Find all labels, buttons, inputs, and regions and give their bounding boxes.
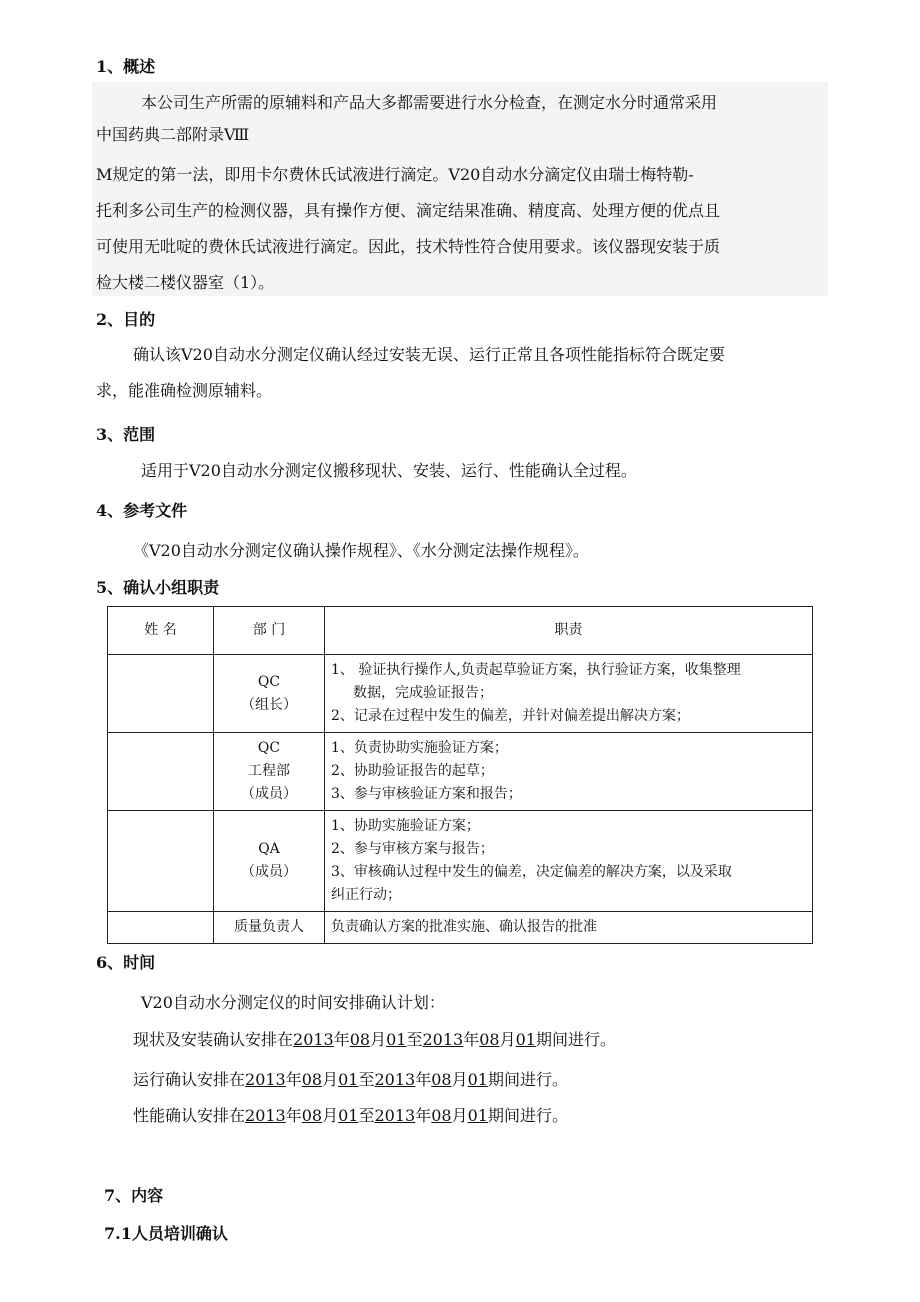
department-line: 质量负责人 [234, 919, 304, 935]
member-name-cell [108, 912, 214, 944]
overview-line: 可使用无吡啶的费休氏试液进行滴定。因此，技术特性符合使用要求。该仪器现安装于质 [96, 237, 721, 256]
duty-line: 1、负责协助实施验证方案； [331, 740, 508, 756]
scope-line: 适用于V20自动水分测定仪搬移现状、安装、运行、性能确认全过程。 [141, 461, 637, 480]
table-row [108, 912, 813, 944]
section-3-title: 3、范围 [96, 425, 156, 444]
member-name-cell [108, 811, 214, 912]
section-7-1-title: 7.1人员培训确认 [104, 1224, 228, 1243]
schedule-intro: V20自动水分测定仪的时间安排确认计划： [141, 993, 445, 1012]
section-6-title: 6、时间 [96, 953, 156, 972]
duty-line: 负责确认方案的批准实施、确认报告的批准 [331, 919, 597, 935]
department-cell [214, 733, 325, 811]
purpose-line: 求，能准确检测原辅料。 [96, 381, 273, 400]
duties-cell [325, 655, 813, 733]
purpose-line: 确认该V20自动水分测定仪确认经过安装无误、运行正常且各项性能指标符合既定要 [133, 345, 725, 364]
header-department: 部 门 [214, 607, 325, 655]
schedule-line: 性能确认安排在2013年08月01至2013年08月01期间进行。 [133, 1106, 568, 1125]
section-4-title: 4、参考文件 [96, 501, 188, 520]
table-row [108, 655, 813, 733]
department-cell [214, 912, 325, 944]
overview-line: 本公司生产所需的原辅料和产品大多都需要进行水分检查，在测定水分时通常采用 [141, 93, 718, 112]
table-header-row [108, 607, 813, 655]
overview-line: 托利多公司生产的检测仪器，具有操作方便、滴定结果准确、精度高、处理方便的优点且 [96, 201, 721, 220]
member-name-cell [108, 733, 214, 811]
overview-line: M规定的第一法，即用卡尔费休氏试液进行滴定。V20自动水分滴定仪由瑞士梅特勒- [96, 165, 694, 184]
department-cell [214, 811, 325, 912]
responsibility-table [107, 606, 813, 944]
header-name: 姓 名 [108, 607, 214, 655]
schedule-line: 运行确认安排在2013年08月01至2013年08月01期间进行。 [133, 1070, 568, 1089]
department-line: QC [257, 740, 281, 756]
department-line: （成员） [241, 864, 297, 880]
section-2-title: 2、目的 [96, 310, 156, 329]
department-line: QC [257, 673, 281, 690]
department-cell [214, 655, 325, 733]
department-line: （成员） [241, 786, 297, 802]
reference-line: 《V20自动水分测定仪确认操作规程》、《水分测定法操作规程》。 [133, 541, 589, 560]
overview-highlight-block [92, 82, 828, 296]
section-5-title: 5、确认小组职责 [96, 578, 220, 597]
header-duties: 职责 [325, 607, 813, 655]
department-line: 工程部 [248, 763, 290, 779]
duty-line: 1、协助实施验证方案； [331, 818, 480, 834]
department-line: QA [258, 841, 280, 857]
duty-line: 3、参与审核验证方案和报告； [331, 786, 522, 802]
duties-cell [325, 733, 813, 811]
duties-cell [325, 811, 813, 912]
schedule-line: 现状及安装确认安排在2013年08月01至2013年08月01期间进行。 [133, 1030, 616, 1049]
duty-line: 数据，完成验证报告； [353, 685, 493, 701]
duty-line: 2、协助验证报告的起草； [331, 763, 494, 779]
table-row [108, 733, 813, 811]
section-7-title: 7、内容 [104, 1186, 164, 1205]
duty-line: 2、参与审核方案与报告； [331, 841, 494, 857]
duty-line: 1、 验证执行操作人,负责起草验证方案，执行验证方案，收集整理 [331, 662, 741, 678]
overview-line: 中国药典二部附录Ⅷ [96, 125, 250, 144]
duty-line: 2、记录在过程中发生的偏差，并针对偏差提出解决方案； [331, 708, 690, 724]
section-1-title: 1、概述 [96, 57, 156, 76]
duty-line: 纠正行动； [331, 887, 401, 903]
table-row [108, 811, 813, 912]
member-name-cell [108, 655, 214, 733]
duty-line: 3、审核确认过程中发生的偏差，决定偏差的解决方案，以及采取 [331, 864, 732, 880]
overview-line: 检大楼二楼仪器室（1）。 [96, 273, 275, 292]
duties-cell [325, 912, 813, 944]
department-line: （组长） [241, 696, 297, 713]
